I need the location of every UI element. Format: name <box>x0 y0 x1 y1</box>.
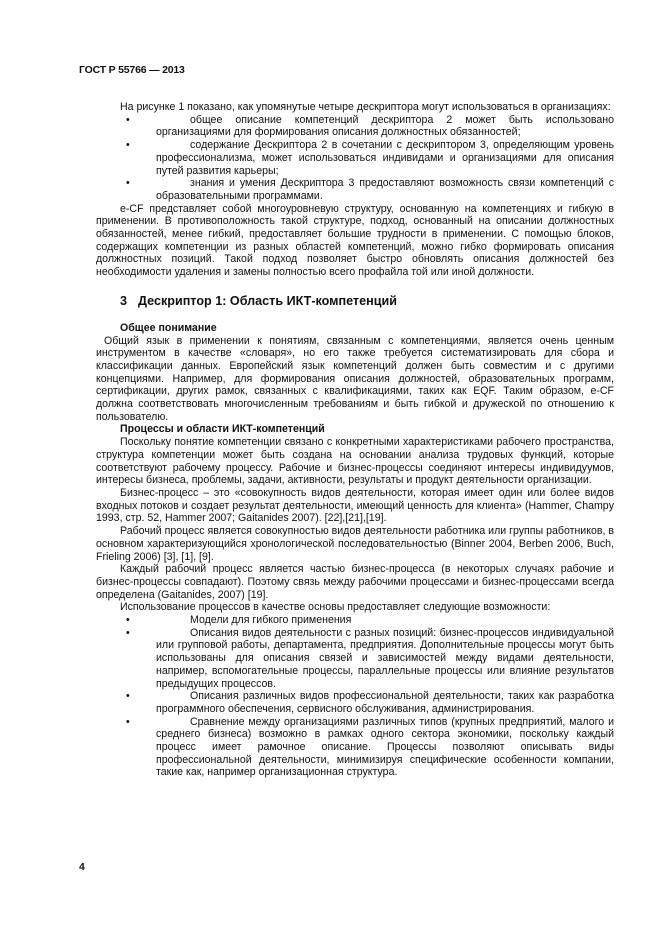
list-item-text: общее описание компетенций дескриптора 2 может быть использовано организациями для формирования описания должностных обязанностей; <box>156 113 614 139</box>
bullet-icon: • <box>126 715 130 728</box>
body-paragraph: Поскольку понятие компетенции связано с конкретными характеристиками рабочего пространства, структура компетенции может быть создана на основании анализа трудовых функций, которые соответствуют рабочему процессу. Рабочие и бизнес-процессы соединяют интересы индивидуумов, интересы бизнеса, проблемы, задачи, активности, результаты и продукт деятельности организации. <box>96 436 614 487</box>
process-possibilities-list <box>96 614 614 779</box>
subsection-title: Процессы и области ИКТ-компетенций <box>120 423 325 436</box>
list-item <box>96 177 614 202</box>
general-understanding-paragraph: Общий язык в применении к понятиям, связанным с компетенциями, является очень ценным инструментом в качестве «словаря», но его также требуется систематизировать для сбора и классификации данных. Европейский язык компетенций должен быть совместим и с другими концепциями. Например, для формирования описания должностей, образовательных программ, сертификации, других рамок, связанных с квалификациями, таких как EQF. Таким образом, e-CF должна соответствовать многочисленным требованиям и быть гибкой и дружеской по отношению к пользователю. <box>96 334 614 423</box>
list-item-text: Описания видов деятельности с разных позиций: бизнес-процессов индивидуальной или групповой работы, департамента, предприятия. Дополнительные процессы могут быть использованы для описания связей и зависимостей между видами деятельности, например, вспомогательные процессы, параллельные процессы или влияние результатов предыдущих процессов. <box>156 626 614 690</box>
bullet-icon: • <box>126 614 130 627</box>
document-header: ГОСТ Р 55766 — 2013 <box>79 64 185 76</box>
list-item-text: Сравнение между организациями различных типов (крупных предприятий, малого и среднего бизнеса) возможно в рамках одного сектора экономики, поскольку каждый процесс имеет рамочное описание. Процессы позволяют описывать виды профессиональной деятельности, минимизируя специфические особенности компании, такие как, например организационная структура. <box>156 715 614 779</box>
list-item <box>96 114 614 139</box>
list-item <box>96 627 614 691</box>
section-title: Дескриптор 1: Область ИКТ-компетенций <box>138 293 397 308</box>
list-item-text: знания и умения Дескриптора 3 предоставляют возможность связи компетенций с образовательными программами. <box>156 177 614 202</box>
body-paragraph: Бизнес-процесс – это «совокупность видов деятельности, которая имеет один или более видов входных потоков и создает результат деятельности, имеющий ценность для клиента» (Hammer, Champy 1993, стр. 52, Hammer 2007; Gaitanides 2007). [22],[21],[19]. <box>96 486 614 525</box>
ecf-paragraph: e-CF представляет собой многоуровневую структуру, основанную на компетенциях и гибкую в применении. В противоположность такой структуре, подход, основанный на описании должностных обязанностей, менее гибкий, предоставляет большие трудности в применении. С помощью блоков, содержащих компетенции из разных областей компетенций, можно гибко формировать описания должностных позиций. Такой подход позволяет быстро обновлять описания должностей без необходимости удаления и замены полностью всего профайла той или иной должности. <box>96 202 614 279</box>
body-paragraph: Использование процессов в качестве основы предоставляет следующие возможности: <box>120 601 551 614</box>
bullet-icon: • <box>126 113 130 126</box>
intro-paragraph: На рисунке 1 показано, как упомянутые четыре дескриптора могут использоваться в организациях: <box>120 101 611 113</box>
body-paragraph: Рабочий процесс является совокупностью видов деятельности работника или группы работников, в основном характеризующийся хронологической последовательностью (Binner 2004, Berben 2006, Buch, Frieling 2006) [3], [1], [9]. <box>96 525 615 563</box>
list-item <box>96 716 614 780</box>
list-item-text: Модели для гибкого применения <box>190 614 352 627</box>
bullet-icon: • <box>126 626 130 639</box>
body-paragraph: Каждый рабочий процесс является частью бизнес-процесса (в некоторых случаях рабочие и бизнес-процессы совпадают). Поэтому связь между рабочими процессами и бизнес-процессами всегда определена (Gaitanides, 2007) [19]. <box>96 563 614 601</box>
bullet-icon: • <box>126 177 130 190</box>
section-number: 3 <box>120 293 128 308</box>
list-item-text: содержание Дескриптора 2 в сочетании с дескриптором 3, определяющим уровень профессионализма, может использоваться индивидами и организациями для описания путей развития карьеры; <box>156 139 614 177</box>
list-item <box>96 139 614 177</box>
page-number: 4 <box>79 861 85 873</box>
descriptor-usage-list <box>96 114 614 203</box>
list-item <box>96 614 614 627</box>
bullet-icon: • <box>126 139 130 152</box>
bullet-icon: • <box>126 690 130 703</box>
section-heading <box>96 294 614 309</box>
list-item <box>96 690 614 715</box>
list-item-text: Описания различных видов профессиональной деятельности, таких как разработка программного обеспечения, сервисного обслуживания, администрирования. <box>156 690 614 715</box>
page-content <box>96 101 614 779</box>
subsection-title: Общее понимание <box>120 321 217 334</box>
